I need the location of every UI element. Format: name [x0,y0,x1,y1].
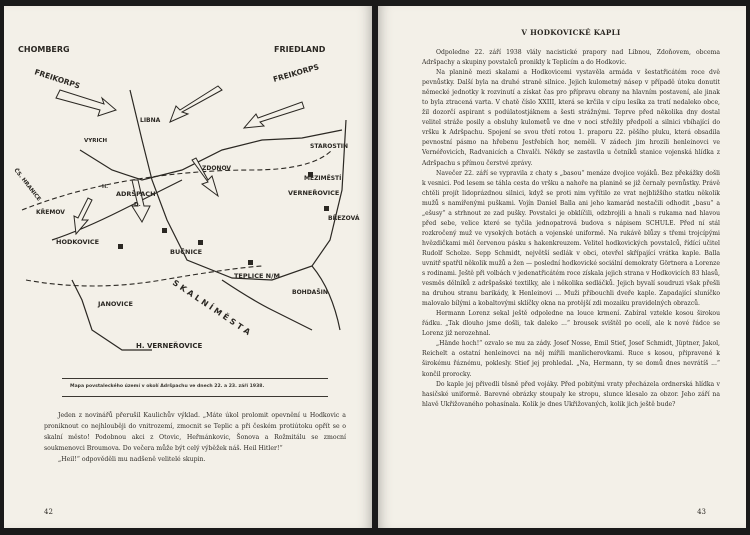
paragraph: Odpoledne 22. září 1938 vlály nacistické prapory nad Libnou, Zdoňovem, obcema Adršpachy a skupiny povstalců pronikly k Teplicím a do Hodkovic. [422,49,720,67]
map-label-chomberg: CHOMBERG [18,45,70,54]
paragraph: Na planině mezi skalami a Hodkovicemi vystavěla armáda v šestatřicátém roce dvě pevnůstky. Další byla na druhé straně silnice. Jejich kulometný násep v případě útoku donutit německé jednotky k rozvinutí a získat čas pro přípravu obrany na hlavním postavení, ale jinak to byla ztracená varta. V chatě číslo XXIII, která se krčila v cípu lesíka za tratí nedaleko obce, žil dozorčí aspirant s podúlatostjáknem a šesti strážnými. Teprve před několika dny dostal velitel stráže posily a obsluhy kulometů ve dne v noci střežily předpolí a silnici vbíhající do vršku k Adršpachu. Spojení se svou třetí rotou 1. praporu 22. pěšího pluku, která obsadila pevnostní pásmo na hřebenu Jestřebích hor, neměli. V zádech jim hrozili henleinovci ve Vernéřovicích, Radvanicích a Chvalči. Někdy se zastavila u četníků stanice vojenská hlídka z Adršpachu s přímou čerstvé zprávy. [422,69,720,167]
paragraph: Do kaple jej přivedli těsně před vojáky. Před pobitými vraty přecházela ordnerská hlídka v hasičské uniformě. Barevné obrázky stoupaly ke stropu, slunce klesalo za obzor. Jeho září na hlavě Ukřižovaného pohasínala. Kolik je dnes Ukřižovaných, kolik jich ještě bude? [422,380,720,408]
paragraph: „Hände hoch!“ ozvalo se mu za zády. Josef Nosse, Emil Stief, Josef Schmidt, Jüptner, Jakol, Reichelt a ostatní henleinovci na něj mířili manlicherovkami. Ruce s kosou, připravené k širokému řáznému, poklesly. Stief jej prohledal. „Na, Hermann, ty se domů dnes nevrátíš ...“ končil prorocky. [422,340,720,378]
bunker-mark [324,206,329,211]
invasion-arrow [244,102,304,128]
map-label-kremov: KŘEMOV [36,209,65,216]
map-label-skalni-mesta: S K A L N Í M Ě S T A [170,278,252,337]
map-label-cs-hranice: ČS. HRANICE [12,167,42,203]
bunker-mark [198,240,203,245]
invasion-arrow [56,90,116,116]
map-label-hodkovice: HODKOVICE [56,238,100,246]
map-label-verneovice: VERNEŘOVICE [288,189,340,197]
paragraph: Hermann Lorenz sekal ještě odpoledne na louce krmení. Zabíral vztekle kosou širokou řádku. „Tak dlouho jsme došli, tak daleko ...“ brousek svištěl po ocelí, ale k nové řádce se Lorenz již nerozehnal. [422,310,720,338]
map-label-bohdasin: BOHDAŠIN [292,289,328,296]
page-number-right: 43 [697,508,706,516]
map-label-vyrich: VYRICH [84,138,108,144]
invasion-arrow [192,158,218,196]
chapter-title: V HODKOVICKÉ KAPLI [521,28,621,37]
right-page [378,6,746,528]
paragraph: Navečer 22. září se vypravila z chaty s „basou“ menáze dvojice vojáků. Bez překážky došli k vesnici. Pod lesem se táhla cesta do vršku a nahoře na planině se již černaly pevnůstky. Právě chtěli projít lidoprázdnou silnici, když se proti nim vyřítilo ze vrat nejbližšího statku několik mužů s namířenými puškami. Vojín Daniel Balla ani jeho kamarád nestačili odhodit „basu“ a „ešusy“ a strhnout ze zad pušky. Povstalci je obklíčili, odzbrojili a hnali s rukama nad hlavou před sebe, velice které se tyčila jednopatrová budova s nápisem SCHULE. Před ní stál rozkročený muž ve vysokých botách a vojenské uniformě. Na rukávě blůzy s třemi trojcípými hvězdičkami měl červenou pásku s hakenkreuzem. Velitel hodkovických povstalců, řídící učitel Rudolf Scholze. Sepp Schmidt, největší sedlák v obci, otevřel skřípající vrátka kaple. Balla uvnitř spatřil několik mužů a žen — poslední hodkovické sociální demokraty Görtnera a Lorenze s rodinami. Ještě při volbách v jedenatřicátém roce získala jejich strana v Hodkovicích 83 hlasů, vesměs dělníků z adršpašské textilky, ale i několika sedláčků. Jejich byvalí soudruzi však přešli na druhou stranu barikády, k Henleinovi ... Muži přibouchli dveře kaple. Zapadající sluníčko malovalo bílými a kobaltovými sklíčky okna na protější zdi mozaiku pravidelných obrazců. [422,169,720,308]
left-page-body [44,411,346,466]
road-line [80,130,342,180]
map-label-janovice: JANOVICE [98,300,133,308]
map-label-libna: LIBNA [140,117,161,124]
map-label-h-verneovice: H. VERNEŘOVICE [136,342,203,350]
left-page [4,6,372,528]
caption-rule-top [62,378,328,379]
map-label-adrspach-d: D. [134,202,141,208]
paragraph: „Heil!“ odpověděli mu nadšeně velitelé skupin. [58,455,206,463]
map-label-zdonov: ZDONOV [202,165,232,172]
map-label-brezova: BŘEZOVÁ [328,215,360,222]
map-label-freikorps-left: FREIKORPS [33,67,82,91]
bunker-mark [248,260,253,265]
map-label-teplice: TEPLICE N/M [234,272,280,280]
map-label-starostin: STAROSTIN [310,143,348,150]
bunker-marks [118,172,329,265]
bunker-mark [162,228,167,233]
map-caption: Mapa povstaleckého území v okolí Adršpachu ve dnech 22. a 23. září 1938. [70,384,265,389]
insurgency-map [12,30,364,376]
map-label-mezimesti: MEZIMĚSTÍ [304,175,342,182]
page-number-left: 42 [44,508,53,516]
caption-rule-bottom [62,396,328,397]
border-line [22,150,332,210]
map-label-h: H. [102,184,109,190]
road-line [312,266,340,330]
map-drawing [12,30,364,376]
map-label-friedland: FRIEDLAND [274,45,326,54]
road-line [130,90,346,280]
map-label-freikorps-right: FREIKORPS [272,62,321,84]
invasion-arrow [132,180,150,222]
road-line [72,280,152,350]
bunker-mark [118,244,123,249]
invasion-arrow [170,86,222,122]
paragraph: Jeden z novinářů přerušil Kaulichův výklad. „Máte úkol prolomit opevnění u Hodkovic a proniknout co nejhlouběji do vnitrozemí, zmocnit se Teplic a při českém protiútoku opřít se o skalní město! Podobnou akci z Otovic, Heřmánkovic, Šonova a Rožmitálu se zmocní soukmenovci Broumova. Do večera může být celý výběžek náš. Heil Hitler!“ [44,412,346,452]
map-label-bucnice: BUČNICE [170,248,203,256]
right-page-body [422,48,720,410]
map-label-adrspach: ADRŠPACH [116,190,156,198]
